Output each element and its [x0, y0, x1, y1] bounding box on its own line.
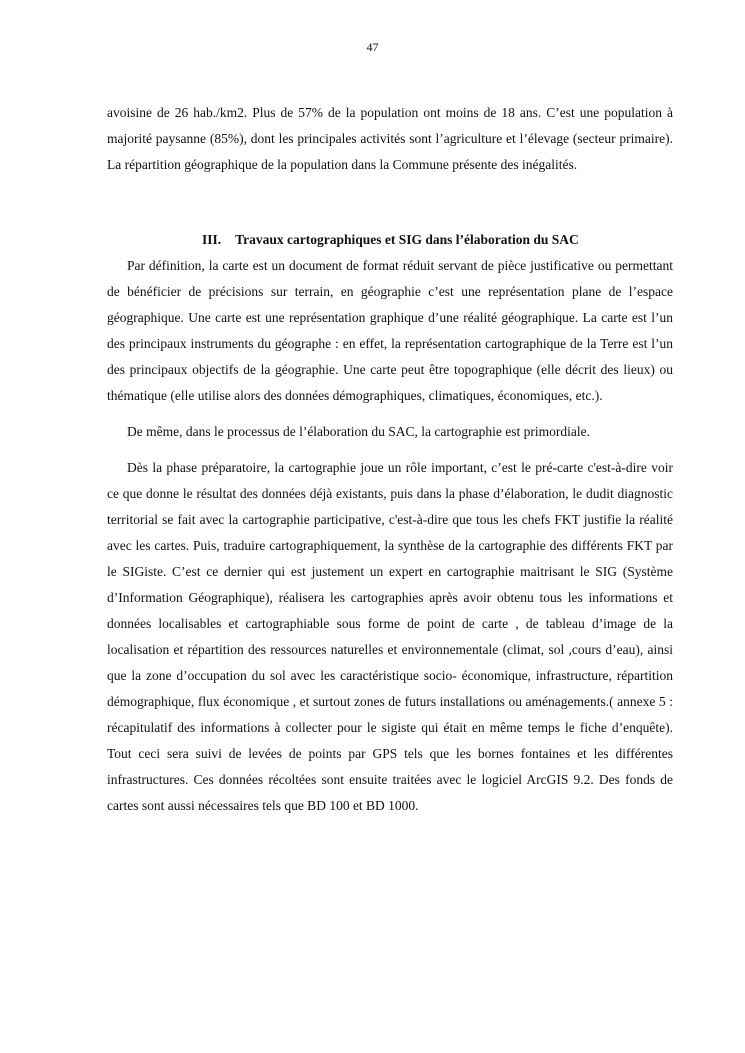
paragraph-definition: Par définition, la carte est un document de format réduit servant de pièce justificative ou permettant de bénéficier de précisions sur terrain, en géographie c’est une représentation plane de l’espace géographique. Une carte est une représentation graphique d’une réalité géographique. La carte est l’un des principaux instruments du géographe : en effet, la représentation cartographique de la Terre est l’un des principaux objectifs de la géographie. Une carte peut être topographique (elle décrit des lieux) ou thématique (elle utilise alors des données démographiques, climatiques, économiques, etc.).	[107, 258, 673, 403]
paragraph-phases: Dès la phase préparatoire, la cartographie joue un rôle important, c’est le pré-carte c'est-à-dire voir ce que donne le résultat des données déjà existants, puis dans la phase d’élaboration, le dudit diagnostic territorial se fait avec la cartographie participative, c'est-à-dire que tous les chefs FKT justifie la réalité avec les cartes. Puis, traduire cartographiquement, la synthèse de la cartographie des différents FKT par le SIGiste. C’est ce dernier qui est justement un expert en cartographie maitrisant le SIG (Système d’Information Géographique), réalisera les cartographies après avoir obtenu tous les informations et données localisables et cartographiable sous forme de point de carte , de tableau d’image de la localisation et répartition des ressources naturelles et environnementale (climat, sol ,cours d’eau), ainsi que la zone d’occupation du sol avec les caractéristique socio- économique, infrastructure, répartition démographique, flux économique , et surtout zones de futurs installations ou aménagements.( annexe 5 : récapitulatif des informations à collecter pour le sigiste qui était en même temps le fiche d’enquête). Tout ceci sera suivi de levées de points par GPS tels que les bornes fontaines et les différentes infrastructures. Ces données récoltées sont ensuite traitées avec le logiciel ArcGIS 9.2. Des fonds de cartes sont aussi nécessaires tels que BD 100 et BD 1000.	[107, 460, 673, 813]
page-body	[107, 100, 673, 819]
section-heading-number: III.	[202, 232, 222, 247]
paragraph-continued: avoisine de 26 hab./km2. Plus de 57% de la population ont moins de 18 ans. C’est une population à majorité paysanne (85%), dont les principales activités sont l’agriculture et l’élevage (secteur primaire). La répartition géographique de la population dans la Commune présente des inégalités.	[107, 105, 673, 172]
paragraph-process: De même, dans le processus de l’élaboration du SAC, la cartographie est primordiale.	[127, 424, 590, 439]
page-number: 47	[366, 40, 379, 54]
section-heading	[107, 227, 673, 253]
section-heading-text: Travaux cartographiques et SIG dans l’élaboration du SAC	[235, 232, 579, 247]
